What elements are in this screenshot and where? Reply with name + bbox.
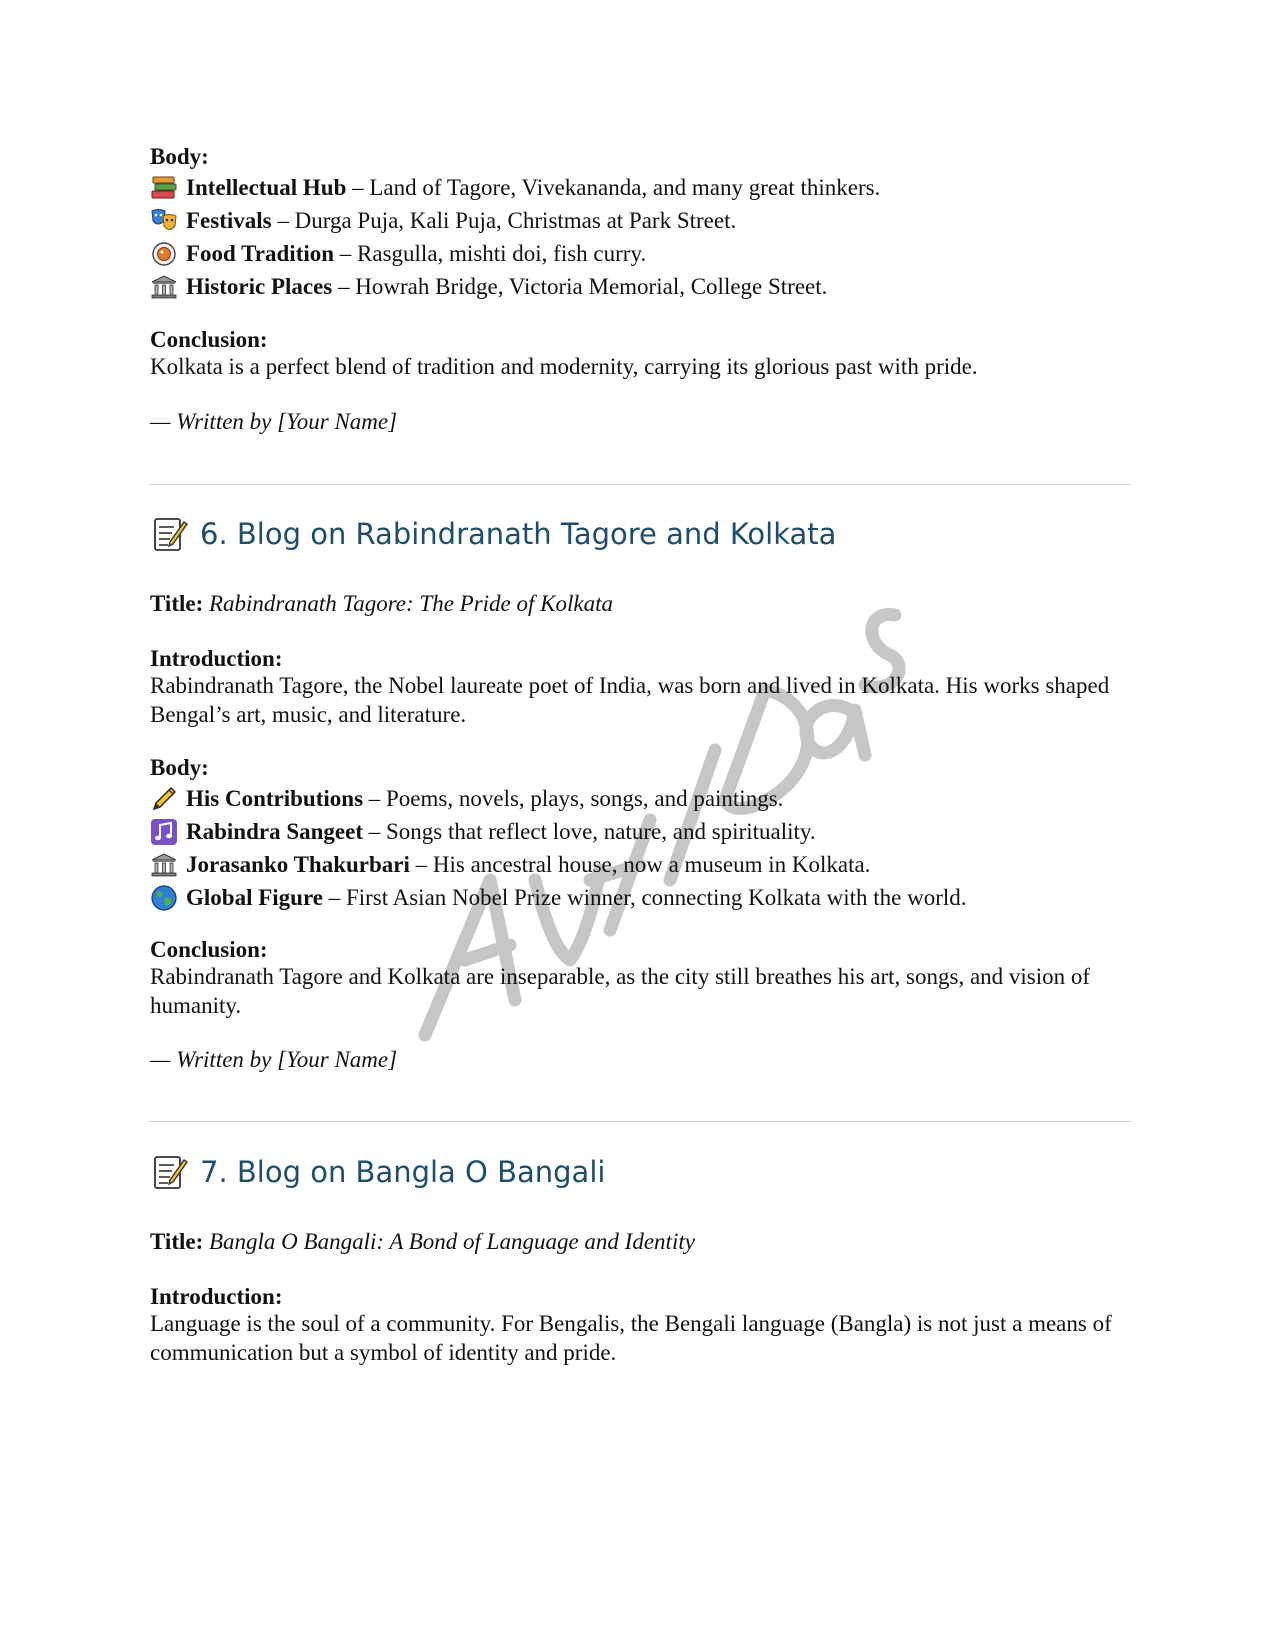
item-text: – Songs that reflect love, nature, and spirituality.: [363, 819, 816, 844]
list-item: [150, 171, 1130, 204]
body-label: Body:: [150, 755, 209, 780]
item-title: His Contributions: [186, 786, 364, 811]
item-text: – Poems, novels, plays, songs, and paintings.: [363, 786, 784, 811]
item-title: Intellectual Hub: [186, 175, 347, 200]
title-line: [150, 1227, 1130, 1256]
item-title: Festivals: [186, 208, 272, 233]
blog-title: Bangla O Bangali: A Bond of Language and Identity: [208, 1229, 695, 1254]
item-title: Rabindra Sangeet: [186, 819, 363, 844]
item-text: – Durga Puja, Kali Puja, Christmas at Park Street.: [271, 208, 737, 233]
item-text: – Rasgulla, mishti doi, fish curry.: [334, 241, 647, 266]
item-text: – Land of Tagore, Vivekananda, and many great thinkers.: [346, 175, 881, 200]
list-item: [150, 782, 1130, 815]
conclusion-text: Kolkata is a perfect blend of tradition and modernity, carrying its glorious past with pride.: [150, 354, 978, 379]
section-heading: [150, 514, 836, 554]
item-title: Food Tradition: [186, 241, 335, 266]
conclusion-text: Rabindranath Tagore and Kolkata are inseparable, as the city still breathes his art, songs, and vision of humanity.: [150, 964, 1091, 1018]
body-label: Body:: [150, 144, 209, 169]
list-item: [150, 848, 1130, 881]
section-divider: [150, 484, 1130, 485]
memo-icon: [150, 514, 190, 554]
section5-body-list: [150, 171, 1130, 303]
books-icon: [150, 174, 178, 202]
conclusion-label: Conclusion:: [150, 937, 268, 962]
list-item: [150, 815, 1130, 848]
item-title: Historic Places: [186, 274, 333, 299]
food-plate-icon: [150, 240, 178, 268]
memo-icon: [150, 1152, 190, 1192]
introduction-text: Language is the soul of a community. For Bengalis, the Bengali language (Bangla) is not just a means of communication but a symbol of identity and pride.: [150, 1311, 1112, 1365]
item-title: Jorasanko Thakurbari: [186, 852, 410, 877]
musical-notes-icon: [150, 818, 178, 846]
theater-masks-icon: [150, 207, 178, 235]
section6-body-list: [150, 782, 1130, 914]
list-item: [150, 204, 1130, 237]
list-item: [150, 237, 1130, 270]
signature-line: — Written by [Your Name]: [150, 1047, 398, 1072]
introduction-text: Rabindranath Tagore, the Nobel laureate poet of India, was born and lived in Kolkata. His works shaped Bengal’s art, music, and literature.: [150, 673, 1110, 727]
introduction-label: Introduction:: [150, 646, 283, 671]
item-text: – First Asian Nobel Prize winner, connecting Kolkata with the world.: [322, 885, 967, 910]
title-label: Title:: [150, 1229, 204, 1254]
section-heading-text: 7. Blog on Bangla O Bangali: [200, 1155, 606, 1189]
item-title: Global Figure: [186, 885, 323, 910]
introduction-label: Introduction:: [150, 1284, 283, 1309]
signature-line: — Written by [Your Name]: [150, 409, 398, 434]
pencil-icon: [150, 785, 178, 813]
globe-icon: [150, 884, 178, 912]
classical-building-icon: [150, 851, 178, 879]
conclusion-label: Conclusion:: [150, 327, 268, 352]
list-item: [150, 881, 1130, 914]
list-item: [150, 270, 1130, 303]
blog-title: Rabindranath Tagore: The Pride of Kolkata: [208, 591, 613, 616]
item-text: – His ancestral house, now a museum in Kolkata.: [409, 852, 871, 877]
item-text: – Howrah Bridge, Victoria Memorial, College Street.: [332, 274, 828, 299]
section-divider: [150, 1121, 1130, 1122]
section-heading: [150, 1152, 605, 1192]
section-heading-text: 6. Blog on Rabindranath Tagore and Kolkata: [200, 517, 837, 551]
title-line: [150, 589, 1130, 618]
title-label: Title:: [150, 591, 204, 616]
classical-building-icon: [150, 273, 178, 301]
